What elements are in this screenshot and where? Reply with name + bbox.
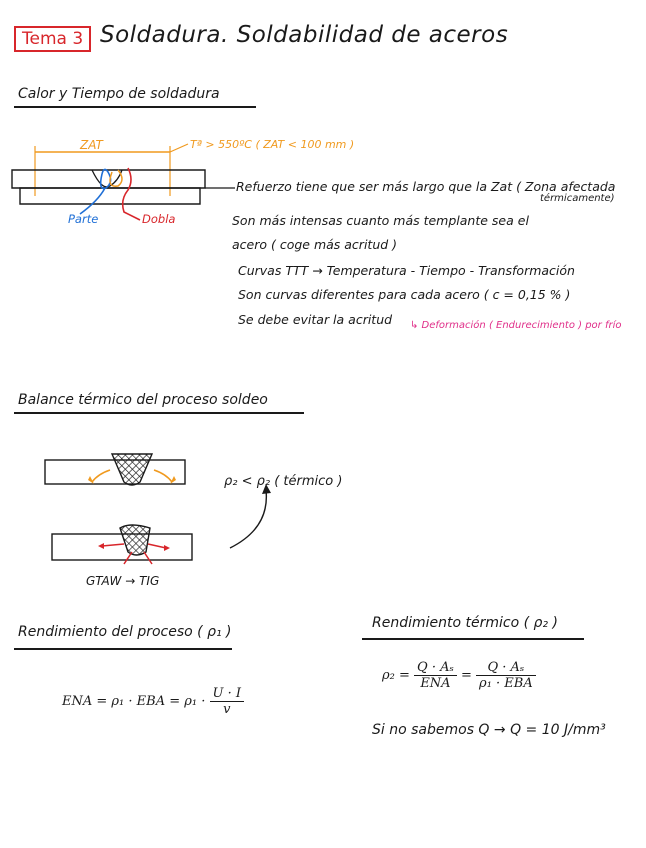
note-line: Son curvas diferentes para cada acero ( c = 0,15 % ) — [238, 287, 571, 302]
note-line: acero ( coge más acritud ) — [232, 237, 398, 252]
section-underline — [14, 106, 256, 108]
page-title: Soldadura. Soldabilidad de aceros — [100, 22, 509, 48]
temperature-label: Tª > 550ºC ( ZAT < 100 mm ) — [190, 138, 355, 151]
formula-denominator: v — [223, 702, 231, 717]
section-underline — [362, 638, 584, 640]
formula-numerator: Q · Aₛ — [476, 660, 536, 676]
note-line: Se debe evitar la acritud — [238, 312, 393, 327]
acritud-note: ↳ Deformación ( Endurecimiento ) por frío — [410, 320, 622, 331]
note-line: Curvas TTT → Temperatura - Tiempo - Transformación — [238, 263, 575, 278]
formula-equals: = — [461, 668, 472, 683]
zat-label: ZAT — [80, 138, 103, 152]
parte-label: Parte — [68, 212, 99, 226]
section-thermal-efficiency-title: Rendimiento térmico ( ρ₂ ) — [372, 615, 558, 631]
formula-denominator: ENA — [420, 676, 451, 691]
section-thermal-balance-title: Balance térmico del proceso soldeo — [18, 392, 268, 408]
formula-fraction — [414, 660, 457, 691]
formula-lhs: ENA = ρ₁ · EBA = ρ₁ · — [62, 694, 206, 709]
section-underline — [14, 648, 232, 650]
note-line: térmicamente) — [540, 193, 615, 204]
section-heat-time-title: Calor y Tiempo de soldadura — [18, 86, 220, 102]
formula-fraction — [476, 660, 536, 691]
section-underline — [14, 412, 304, 414]
formula-numerator: Q · Aₛ — [414, 660, 457, 676]
formula-lhs: ρ₂ = — [382, 668, 410, 683]
thermal-efficiency-formula — [382, 660, 536, 691]
formula-numerator: U · I — [210, 686, 245, 702]
weld-diagram-balance — [40, 448, 280, 583]
tema-badge: Tema 3 — [14, 26, 91, 52]
dobla-label: Dobla — [142, 212, 176, 226]
note-line: Son más intensas cuanto más templante sea el — [232, 213, 529, 228]
note-line: Refuerzo tiene que ser más largo que la Zat ( Zona afectada — [236, 179, 616, 194]
section-process-efficiency-title: Rendimiento del proceso ( ρ₁ ) — [18, 624, 232, 640]
formula-denominator: ρ₁ · EBA — [479, 676, 533, 691]
formula-fraction — [210, 686, 245, 717]
process-efficiency-formula — [62, 686, 244, 717]
rho-relation: ρ₂ < ρ₂ ( térmico ) — [224, 474, 343, 489]
process-label: GTAW → TIG — [86, 574, 160, 588]
heat-default-note: Si no sabemos Q → Q = 10 J/mm³ — [372, 722, 606, 738]
